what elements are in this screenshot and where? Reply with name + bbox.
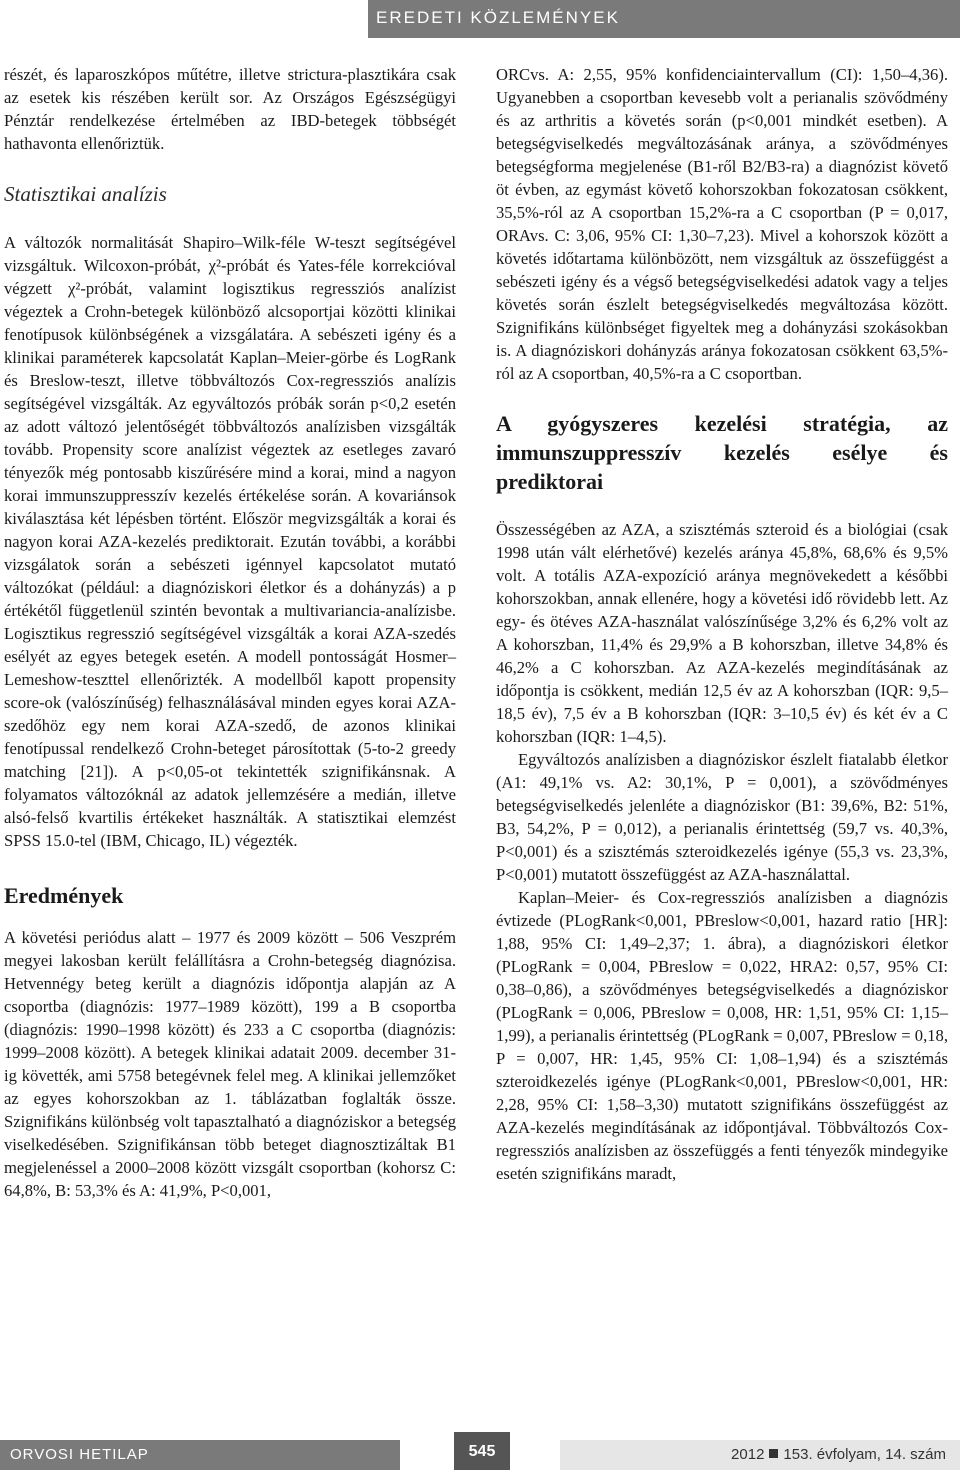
right-paragraph-1: ORCvs. A: 2,55, 95% konfidenciaintervallum (CI): 1,50–4,36). Ugyanebben a csoportban kevesebb volt a perianalis szövődmény és az arthritis a követés során (p<0,001 mindkét esetben). A betegségviselkedés megváltozásának aránya, a szövődményes betegségforma megjelenése (B1-ről B2/B3-ra) a diagnózist követő öt évben, az egymást követő kohorszokban fokozatosan csökkent, 35,5%-ról az A csoportban 15,2%-ra a C csoportban (P = 0,017, ORAvs. C: 3,06, 95% CI: 1,30–7,23). Mivel a kohorszok között a követés időtartama különbözött, nem vizsgáltuk az összefüggést a sebészeti igény és a végső betegségviselkedési adatok vagy a teljes követés során észlelt betegségviselkedés megváltozása között. Szignifikáns különbséget figyeltek meg a dohányzási szokásokban is. A diagnóziskori dohányzás aránya fokozatosan csökkent 63,5%-ról az A csoportban, 40,5%-ra a C csoportban. [496, 65, 948, 383]
heading-drug-strategy: A gyógyszeres kezelési stratégia, az immunszuppresszív kezelés esélye és prediktorai [496, 411, 948, 494]
right-paragraph-2: Összességében az AZA, a szisztémás szteroid és a biológiai (csak 1998 után vált elérhetővé) kezelés aránya 45,8%, 68,6% és 9,5% volt. A totális AZA-expozíció aránya megnövekedett a későbbi kohorszokban, annak ellenére, hogy a követési idő rövidebb lett. Az egy- és ötéves AZA-használat valószínűsége 3,2% és 6,2% volt az A kohorszban, 11,4% és 29,9% a B kohorszban, illetve 34,8% és 46,2% a C kohorszban. Az AZA-kezelés megindításának az időpontja is csökkent, medián 12,5 év az A kohorszban (IQR: 9,5–18,5 év), 7,5 év a B kohorszban (IQR: 3–10,5 év) és két év a C kohorszban (IQR: 1–4,5). [496, 520, 948, 746]
left-column [4, 63, 456, 1202]
footer-issue-band [560, 1440, 960, 1470]
footer-year: 2012 [731, 1446, 765, 1463]
left-paragraph-2: A változók normalitását Shapiro–Wilk-féle W-teszt segítségével vizsgáltuk. Wilcoxon-próbát, χ²-próbát és Yates-féle korrekcióval végzett χ²-próbát, valamint logisztikus regressziós analízist végeztek a Crohn-betegek különböző alcsoportjai közötti klinikai fenotípusok különbségének a vizsgálatára. A sebészeti igény és a klinikai paraméterek kapcsolatát Kaplan–Meier-görbe és LogRank és Breslow-teszt, illetve többváltozós Cox-regressziós analízis segítségével vizsgálták. Az egyváltozós próbák során p<0,2 esetén az adott változó jelentőségét többváltozós analízisben vizsgálták tovább. Propensity score analízist végeztek az esetleges zavaró tényezők még pontosabb kiszűrésére mind a korai, mind a nagyon korai immunszuppresszív kezelés értékelése során. A kovariánsok kiválasztása két lépésben történt. Először megvizsgálták a korai és nagyon korai AZA-kezelés prediktorait. Ezután további, a korábbi vizsgálatok során a sebészeti igénnyel kapcsolatot mutató változókat (például: a diagnóziskori életkor és a dohányzás) a p értékétől függetlenül szintén bevontak a multivariancia-analízisbe. Logisztikus regresszió segítségével vizsgálták a korai AZA-szedés esélyét az egyes betegek esetén. A modell pontosságát Hosmer–Lemeshow-teszttel ellenőrizték. A modellből kapott propensity score-ok (valószínűség) felhasználásával minden egyes korai AZA-szedőhöz egy nem korai AZA-szedő, de azonos klinikai fenotípussal rendelkező Crohn-beteget párosítottak (5-to-2 greedy matching [21]). A p<0,05-ot tekintették szignifikánsnak. A folyamatos változóknál az adatok jellemzésére a medián, illetve alsó-felső kvartilis értékeket használták. A statisztikai elemzést SPSS 15.0-tel (IBM, Chicago, IL) végezték. [4, 233, 456, 850]
section-header-band [368, 0, 960, 38]
footer-issue-info [731, 1446, 946, 1463]
footer-volume: 153. évfolyam, 14. szám [783, 1446, 946, 1463]
right-paragraph-3: Egyváltozós analízisben a diagnóziskor észlelt fiatalabb életkor (A1: 49,1% vs. A2: 30,1%, P = 0,001), a szövődményes betegségviselkedés jelenléte a diagnóziskor (B1: 39,6%, B2: 51%, B3, 54,2%, P = 0,012), a perianalis érintettség (59,7 vs. 40,3%, P<0,001) és a szisztémás szteroidkezelés igénye (55,3 vs. 23,3%, P<0,001) mutatott összefüggést az AZA-használattal. [496, 750, 948, 884]
heading-statistical-analysis: Statisztikai analízis [4, 182, 167, 206]
page-number: 545 [454, 1432, 510, 1470]
section-header-label: EREDETI KÖZLEMÉNYEK [376, 8, 620, 27]
right-paragraph-4: Kaplan–Meier- és Cox-regressziós analízisben a diagnózis évtizede (PLogRank<0,001, PBreslow<0,001, hazard ratio [HR]: 1,88, 95% CI: 1,49–2,37; 1. ábra), a diagnóziskori életkor (PLogRank = 0,004, PBreslow = 0,022, HRA2: 0,57, 95% CI: 0,38–0,86), a szövődményes betegségviselkedés a diagnóziskor (PLogRank = 0,006, PBreslow = 0,008, HR: 1,51, 95% CI: 1,15–1,99), a perianalis érintettség (PLogRank = 0,007, PBreslow = 0,18, P = 0,007, HR: 1,45, 95% CI: 1,08–1,94) és a szisztémás szteroidkezelés igénye (PLogRank<0,001, PBreslow<0,001, HR: 2,28, 95% CI: 1,58–3,30) mutatott szignifikáns összefüggést az AZA-kezelés megindításának az időpontjával. Többváltozós Cox-regressziós analízisben az összefüggés a fenti tényezők mindegyike esetén szignifikáns maradt, [496, 888, 948, 1183]
square-separator-icon [769, 1449, 778, 1458]
footer-journal-band [0, 1440, 400, 1470]
right-column [496, 63, 948, 1185]
footer-journal-name: ORVOSI HETILAP [10, 1446, 149, 1463]
heading-results: Eredmények [4, 883, 124, 908]
left-paragraph-1: részét, és laparoszkópos műtétre, illetve strictura-plasztikára csak az esetek kis részében került sor. Az Országos Egészségügyi Pénztár rendelkezése értelmében az IBD-betegek többségét hathavonta ellenőriztük. [4, 65, 456, 153]
left-paragraph-3: A követési periódus alatt – 1977 és 2009 között – 506 Veszprém megyei lakosban került felállításra a Crohn-betegség diagnózisa. Hetvennégy beteg került a diagnózis időpontja alapján az A csoportba (diagnózis: 1977–1989 között), 199 a B csoportba (diagnózis: 1990–1998 között) és 233 a C csoportba (diagnózis: 1999–2008 között). A betegek klinikai adatait 2009. december 31-ig követték, ami 5758 betegévnek felel meg. A klinikai jellemzőket az egyes kohorszokban az 1. táblázatban foglalták össze. Szignifikáns különbség volt tapasztalható a diagnóziskor a betegség viselkedésében. Szignifikánsan több beteget diagnosztizáltak B1 megjelenéssel a 2000–2008 között vizsgált csoportban (kohorsz C: 64,8%, B: 53,3% és A: 41,9%, P<0,001, [4, 928, 456, 1200]
